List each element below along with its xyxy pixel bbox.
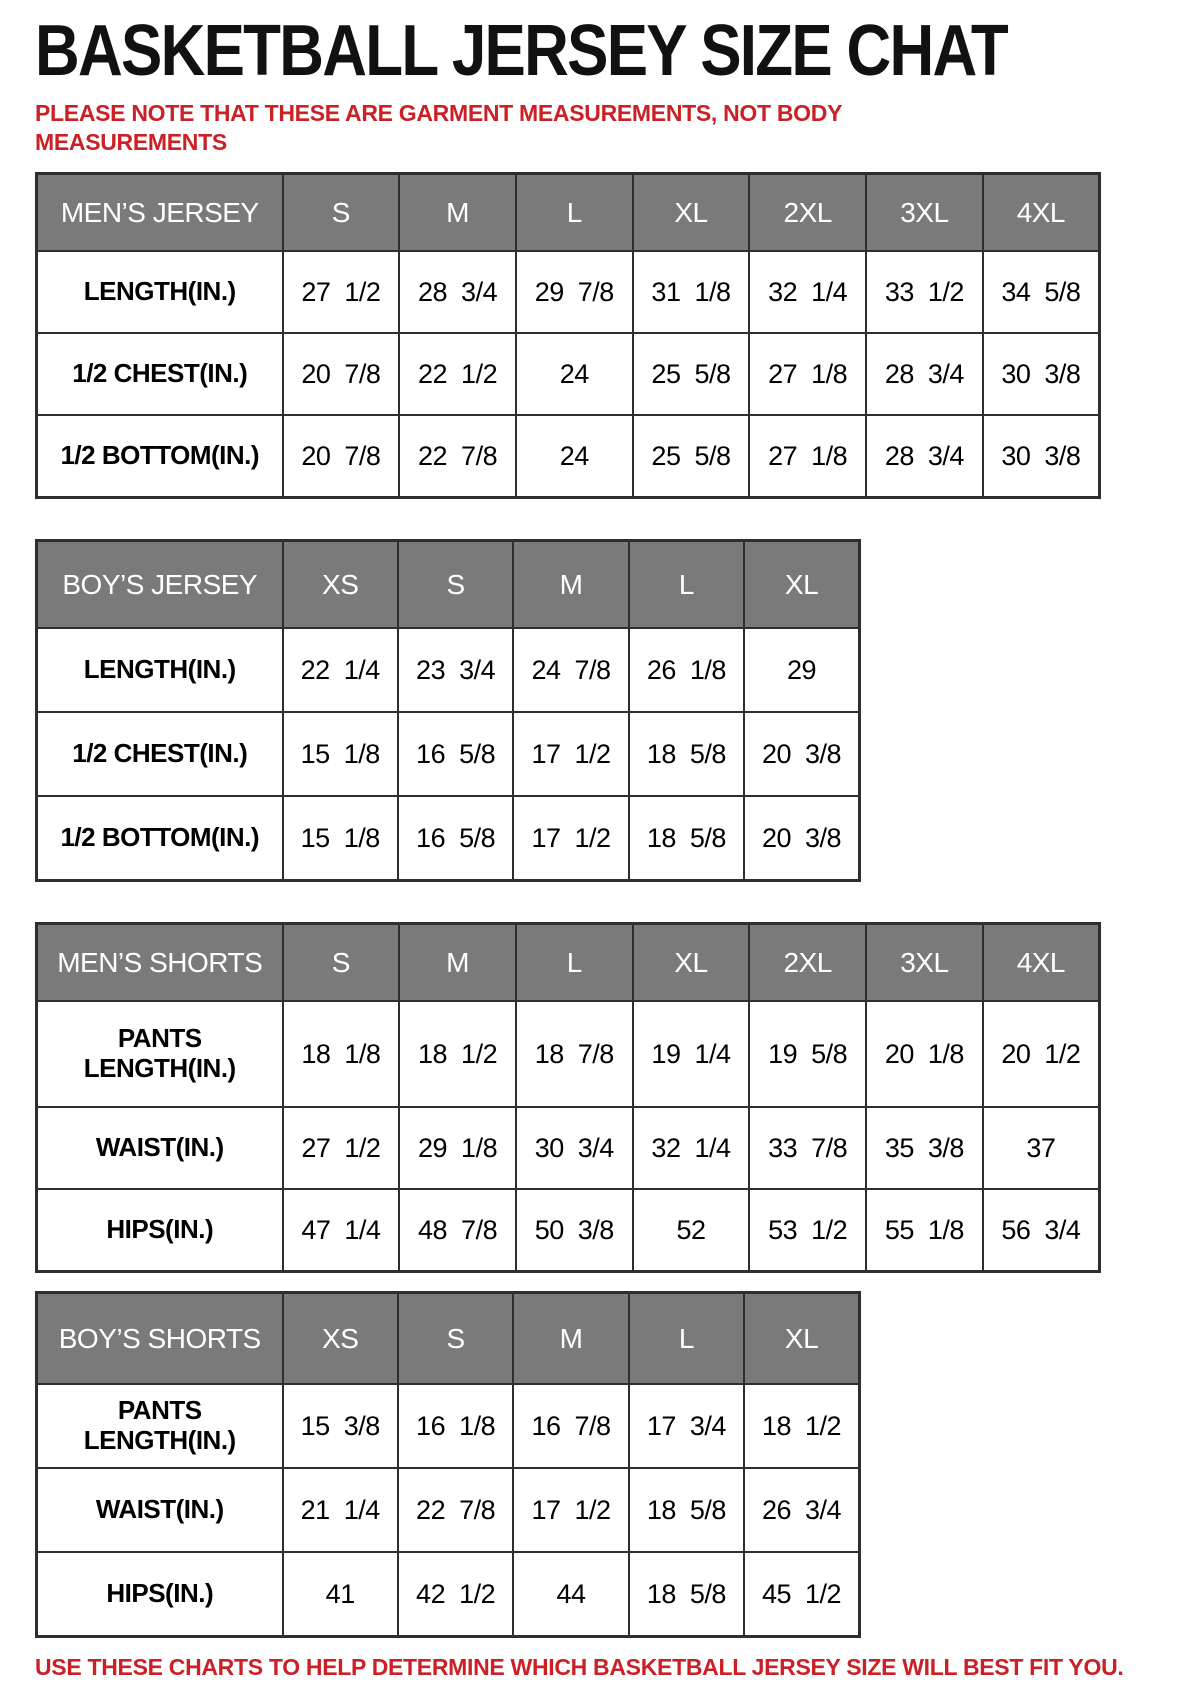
value-cell: 22 7/8	[399, 415, 516, 497]
value-cell: 32 1/4	[749, 251, 866, 333]
table-title-cell: MEN’S JERSEY	[37, 173, 283, 251]
value-cell: 19 5/8	[749, 1001, 866, 1107]
size-header-cell: L	[629, 540, 744, 628]
table-row	[37, 1189, 1100, 1271]
value-cell: 20 7/8	[283, 333, 400, 415]
value-cell: 16 5/8	[398, 796, 513, 880]
value-cell: 47 1/4	[283, 1189, 400, 1271]
value-cell: 29 7/8	[516, 251, 633, 333]
boys-shorts-table	[35, 1291, 1170, 1638]
size-header-cell: S	[283, 923, 400, 1001]
row-label-cell: WAIST(IN.)	[37, 1468, 283, 1552]
value-cell: 15 3/8	[283, 1384, 398, 1468]
size-table	[35, 1291, 861, 1638]
value-cell: 32 1/4	[633, 1107, 750, 1189]
value-cell: 16 7/8	[513, 1384, 628, 1468]
table-row	[37, 333, 1100, 415]
value-cell: 34 5/8	[983, 251, 1100, 333]
fit-advice-note: USE THESE CHARTS TO HELP DETERMINE WHICH BASKETBALL JERSEY SIZE WILL BEST FIT YOU.	[35, 1653, 1124, 1680]
size-header-cell: XS	[283, 540, 398, 628]
size-header-cell: 4XL	[983, 173, 1100, 251]
value-cell: 23 3/4	[398, 628, 513, 712]
table-header-row	[37, 173, 1100, 251]
size-header-cell: L	[516, 923, 633, 1001]
table-row	[37, 1107, 1100, 1189]
value-cell: 56 3/4	[983, 1189, 1100, 1271]
value-cell: 16 5/8	[398, 712, 513, 796]
value-cell: 30 3/8	[983, 333, 1100, 415]
table-row	[37, 251, 1100, 333]
value-cell: 22 1/2	[399, 333, 516, 415]
value-cell: 42 1/2	[398, 1552, 513, 1636]
value-cell: 25 5/8	[633, 415, 750, 497]
value-cell: 55 1/8	[866, 1189, 983, 1271]
table-row	[37, 1468, 860, 1552]
value-cell: 25 5/8	[633, 333, 750, 415]
value-cell: 41	[283, 1552, 398, 1636]
row-label-cell: WAIST(IN.)	[37, 1107, 283, 1189]
value-cell: 18 1/2	[399, 1001, 516, 1107]
value-cell: 26 1/8	[629, 628, 744, 712]
value-cell: 53 1/2	[749, 1189, 866, 1271]
value-cell: 37	[983, 1107, 1100, 1189]
garment-measurements-note: PLEASE NOTE THAT THESE ARE GARMENT MEASUREMENTS, NOT BODY MEASUREMENTS	[35, 99, 842, 156]
value-cell: 19 1/4	[633, 1001, 750, 1107]
row-label-cell: LENGTH(IN.)	[37, 628, 283, 712]
value-cell: 28 3/4	[399, 251, 516, 333]
value-cell: 18 5/8	[629, 1468, 744, 1552]
value-cell: 29	[744, 628, 859, 712]
table-title-cell: MEN’S SHORTS	[37, 923, 283, 1001]
row-label-cell: HIPS(IN.)	[37, 1552, 283, 1636]
value-cell: 20 3/8	[744, 712, 859, 796]
value-cell: 18 5/8	[629, 1552, 744, 1636]
value-cell: 30 3/8	[983, 415, 1100, 497]
size-header-cell: XL	[633, 173, 750, 251]
value-cell: 45 1/2	[744, 1552, 859, 1636]
row-label-cell: PANTS LENGTH(IN.)	[37, 1001, 283, 1107]
size-header-cell: S	[398, 540, 513, 628]
value-cell: 18 7/8	[516, 1001, 633, 1107]
value-cell: 20 3/8	[744, 796, 859, 880]
size-table	[35, 922, 1101, 1273]
value-cell: 33 7/8	[749, 1107, 866, 1189]
table-row	[37, 1384, 860, 1468]
value-cell: 17 3/4	[629, 1384, 744, 1468]
size-header-cell: S	[283, 173, 400, 251]
table-row	[37, 712, 860, 796]
page-title: BASKETBALL JERSEY SIZE CHAT	[35, 11, 1007, 91]
value-cell: 27 1/8	[749, 333, 866, 415]
value-cell: 20 1/2	[983, 1001, 1100, 1107]
size-header-cell: XS	[283, 1292, 398, 1384]
row-label-cell: 1/2 BOTTOM(IN.)	[37, 415, 283, 497]
value-cell: 30 3/4	[516, 1107, 633, 1189]
table-header-row	[37, 540, 860, 628]
value-cell: 35 3/8	[866, 1107, 983, 1189]
table-title-cell: BOY’S SHORTS	[37, 1292, 283, 1384]
row-label-cell: LENGTH(IN.)	[37, 251, 283, 333]
size-table	[35, 172, 1101, 499]
value-cell: 15 1/8	[283, 712, 398, 796]
mens-jersey-table	[35, 172, 1170, 499]
value-cell: 17 1/2	[513, 1468, 628, 1552]
row-label-cell: 1/2 CHEST(IN.)	[37, 712, 283, 796]
value-cell: 48 7/8	[399, 1189, 516, 1271]
table-row	[37, 1001, 1100, 1107]
table-row	[37, 628, 860, 712]
value-cell: 28 3/4	[866, 333, 983, 415]
value-cell: 16 1/8	[398, 1384, 513, 1468]
size-header-cell: 4XL	[983, 923, 1100, 1001]
boys-jersey-table	[35, 539, 1170, 882]
row-label-cell: HIPS(IN.)	[37, 1189, 283, 1271]
value-cell: 20 7/8	[283, 415, 400, 497]
value-cell: 44	[513, 1552, 628, 1636]
value-cell: 18 1/2	[744, 1384, 859, 1468]
row-label-cell: PANTS LENGTH(IN.)	[37, 1384, 283, 1468]
value-cell: 18 5/8	[629, 712, 744, 796]
value-cell: 21 1/4	[283, 1468, 398, 1552]
size-header-cell: 3XL	[866, 173, 983, 251]
size-header-cell: M	[399, 173, 516, 251]
value-cell: 22 1/4	[283, 628, 398, 712]
table-header-row	[37, 1292, 860, 1384]
value-cell: 17 1/2	[513, 796, 628, 880]
size-header-cell: M	[399, 923, 516, 1001]
value-cell: 22 7/8	[398, 1468, 513, 1552]
value-cell: 28 3/4	[866, 415, 983, 497]
value-cell: 18 5/8	[629, 796, 744, 880]
size-header-cell: XL	[744, 1292, 859, 1384]
row-label-cell: 1/2 BOTTOM(IN.)	[37, 796, 283, 880]
value-cell: 33 1/2	[866, 251, 983, 333]
value-cell: 24 7/8	[513, 628, 628, 712]
value-cell: 29 1/8	[399, 1107, 516, 1189]
value-cell: 27 1/8	[749, 415, 866, 497]
size-header-cell: M	[513, 1292, 628, 1384]
value-cell: 31 1/8	[633, 251, 750, 333]
table-row	[37, 415, 1100, 497]
size-header-cell: M	[513, 540, 628, 628]
mens-shorts-table	[35, 922, 1170, 1273]
size-header-cell: 2XL	[749, 923, 866, 1001]
size-header-cell: XL	[633, 923, 750, 1001]
table-header-row	[37, 923, 1100, 1001]
value-cell: 17 1/2	[513, 712, 628, 796]
size-header-cell: L	[629, 1292, 744, 1384]
value-cell: 24	[516, 333, 633, 415]
size-header-cell: XL	[744, 540, 859, 628]
value-cell: 18 1/8	[283, 1001, 400, 1107]
size-header-cell: S	[398, 1292, 513, 1384]
value-cell: 27 1/2	[283, 251, 400, 333]
value-cell: 27 1/2	[283, 1107, 400, 1189]
value-cell: 50 3/8	[516, 1189, 633, 1271]
row-label-cell: 1/2 CHEST(IN.)	[37, 333, 283, 415]
table-title-cell: BOY’S JERSEY	[37, 540, 283, 628]
value-cell: 26 3/4	[744, 1468, 859, 1552]
value-cell: 24	[516, 415, 633, 497]
size-header-cell: 3XL	[866, 923, 983, 1001]
size-header-cell: L	[516, 173, 633, 251]
size-table	[35, 539, 861, 882]
value-cell: 15 1/8	[283, 796, 398, 880]
size-header-cell: 2XL	[749, 173, 866, 251]
value-cell: 52	[633, 1189, 750, 1271]
value-cell: 20 1/8	[866, 1001, 983, 1107]
table-row	[37, 796, 860, 880]
table-row	[37, 1552, 860, 1636]
